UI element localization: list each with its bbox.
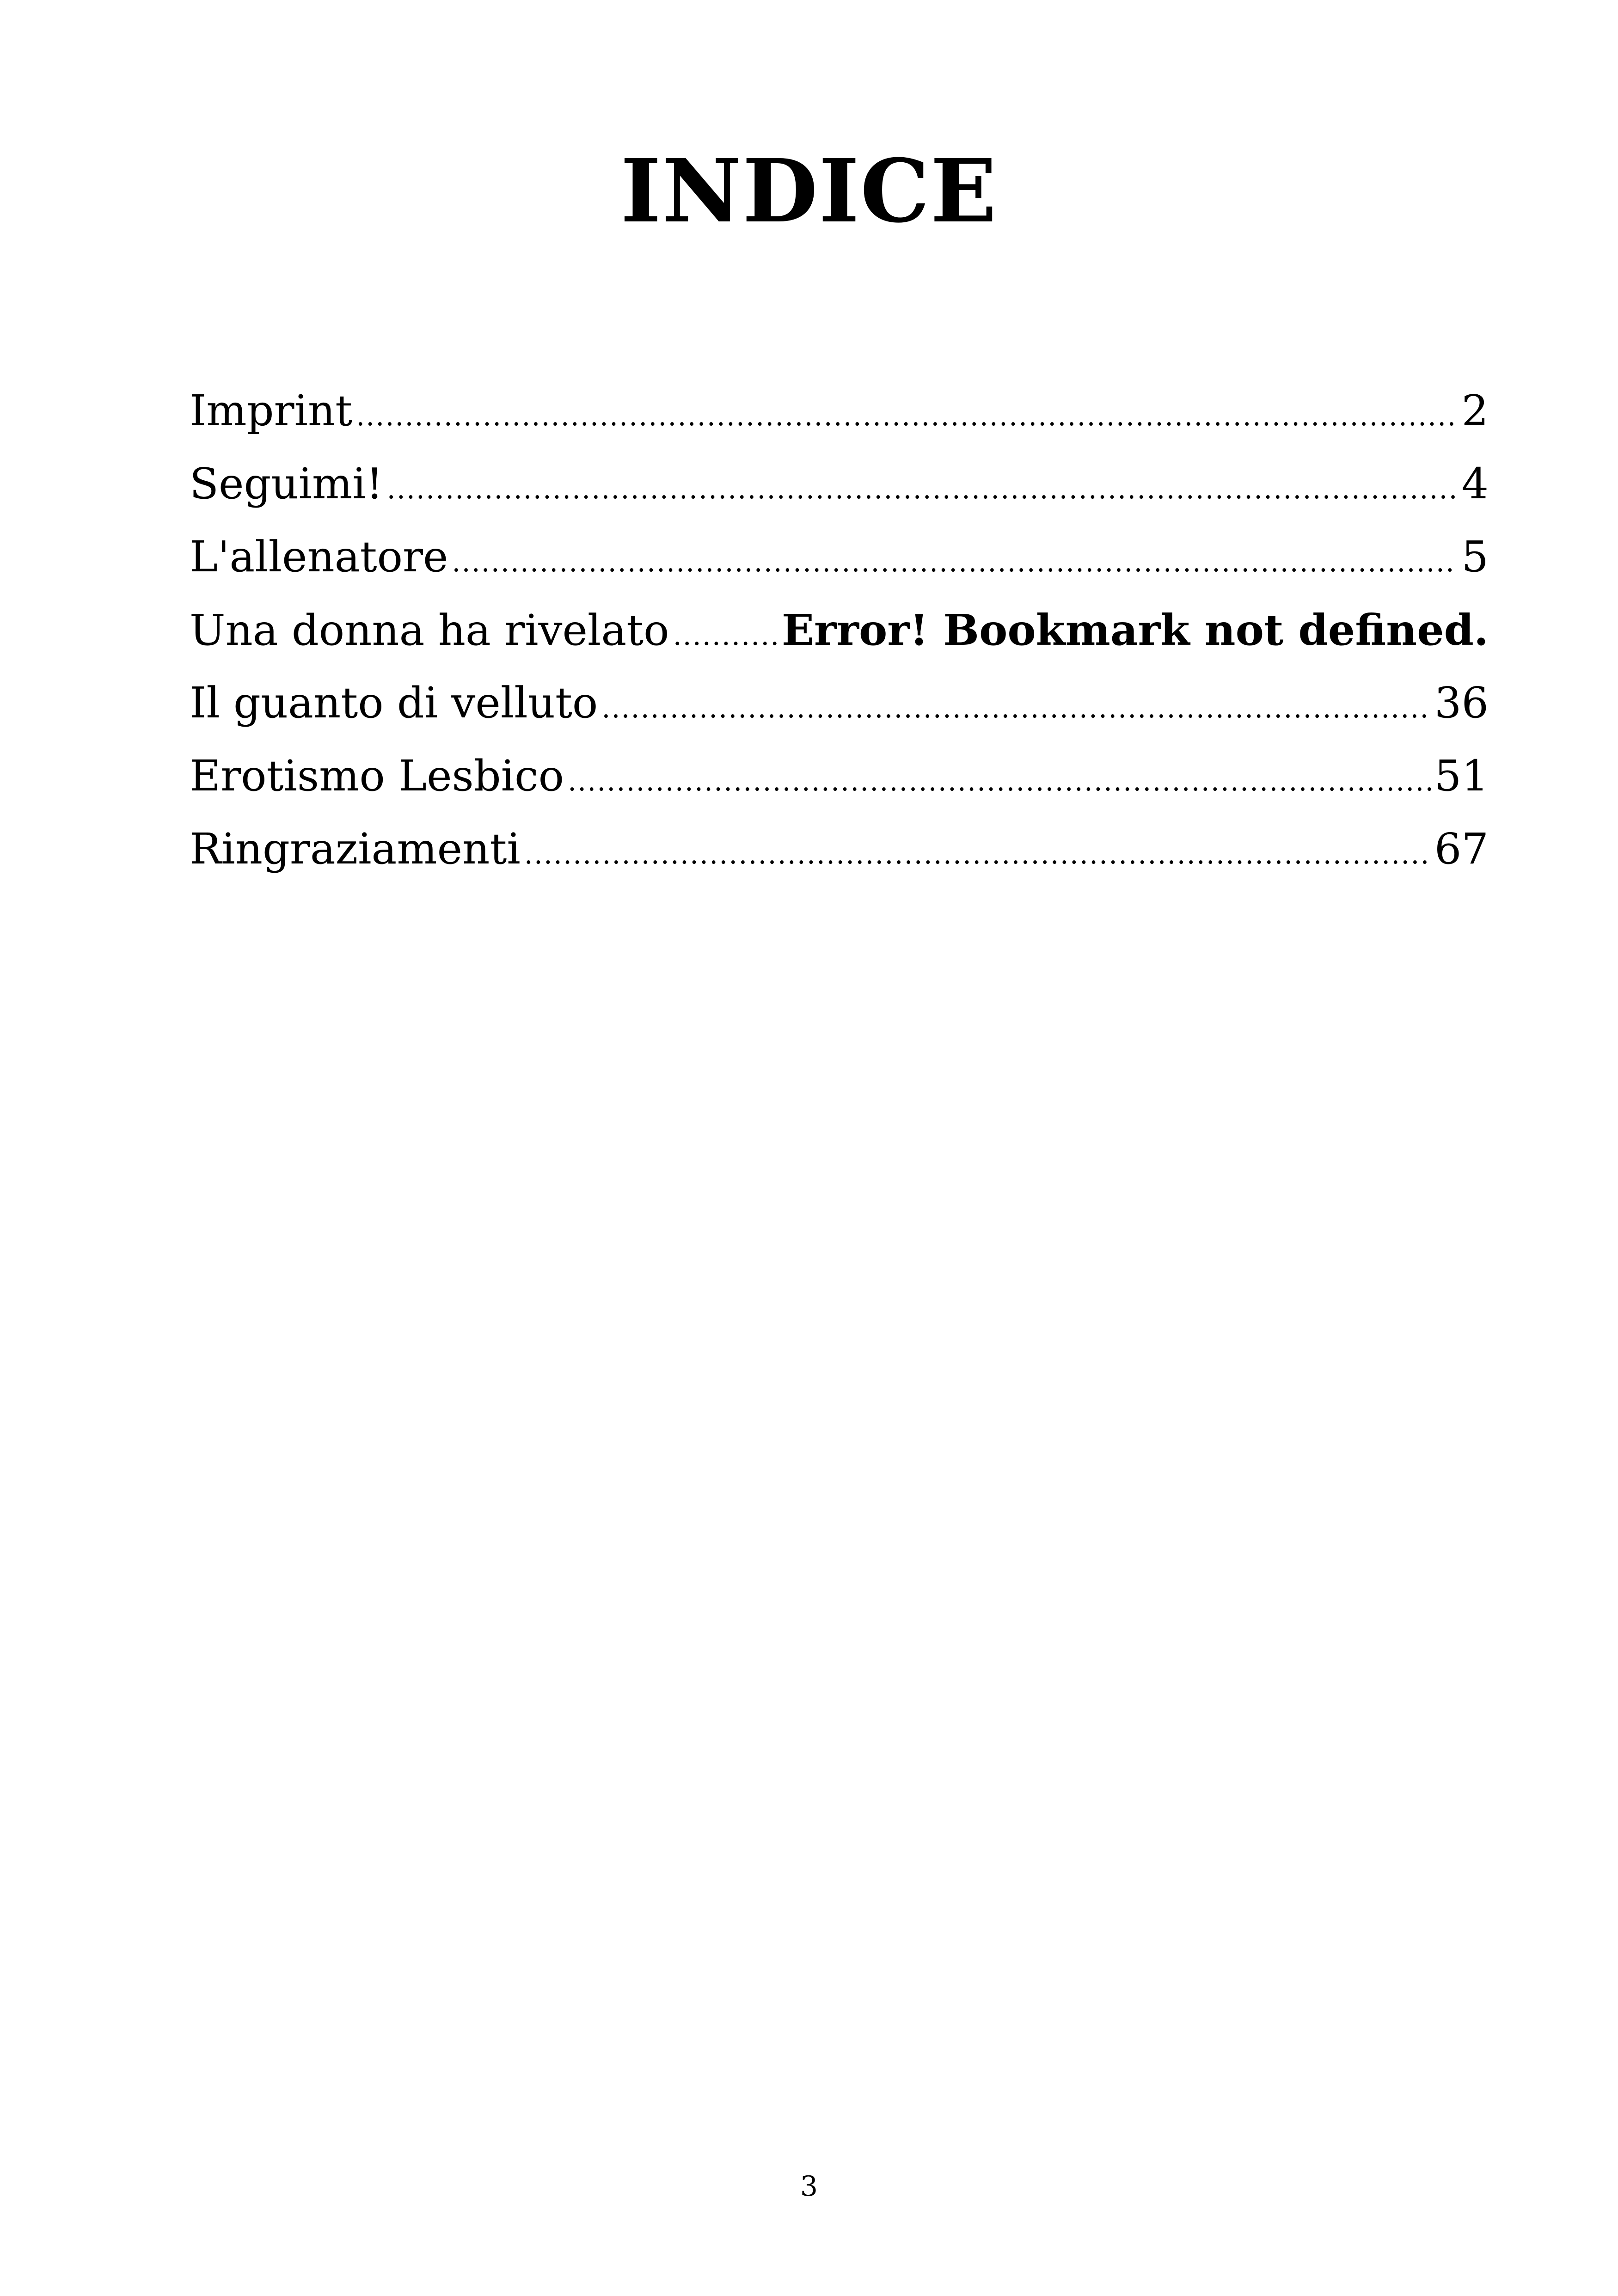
toc-entry-allenatore[interactable] (190, 520, 1489, 594)
dot-leader (387, 453, 1458, 526)
toc-entry-seguimi[interactable] (190, 447, 1489, 520)
dot-leader (356, 380, 1458, 453)
toc-entry-title: Seguimi! (190, 459, 383, 508)
dot-leader (452, 526, 1458, 599)
toc-entry-ringraziamenti[interactable] (190, 813, 1489, 886)
toc-entry-title: Una donna ha rivelato (190, 606, 669, 655)
toc-entry-title: L'allenatore (190, 532, 448, 582)
page-title: INDICE (620, 140, 998, 242)
toc-entry-page: 5 (1461, 532, 1489, 582)
table-of-contents (190, 374, 1489, 886)
toc-entry-page: 4 (1461, 459, 1489, 508)
dot-leader (673, 599, 778, 672)
toc-entry-title: Il guanto di velluto (190, 678, 598, 728)
toc-entry-title: Imprint (190, 386, 353, 435)
toc-entry-erotismo[interactable] (190, 740, 1489, 813)
toc-entry-page: 51 (1434, 751, 1489, 801)
toc-entry-title: Erotismo Lesbico (190, 751, 564, 801)
toc-entry-error-text: Error! Bookmark not defined. (781, 605, 1489, 655)
toc-entry-guanto[interactable] (190, 667, 1489, 740)
toc-entry-una-donna[interactable] (190, 594, 1489, 667)
toc-entry-imprint[interactable] (190, 374, 1489, 447)
toc-entry-page: 67 (1434, 824, 1489, 874)
dot-leader (568, 745, 1431, 818)
page-number: 3 (800, 2170, 818, 2203)
toc-entry-page: 2 (1461, 386, 1489, 435)
dot-leader (601, 672, 1431, 745)
toc-entry-title: Ringraziamenti (190, 824, 521, 874)
toc-entry-page: 36 (1434, 678, 1489, 728)
dot-leader (524, 818, 1431, 891)
